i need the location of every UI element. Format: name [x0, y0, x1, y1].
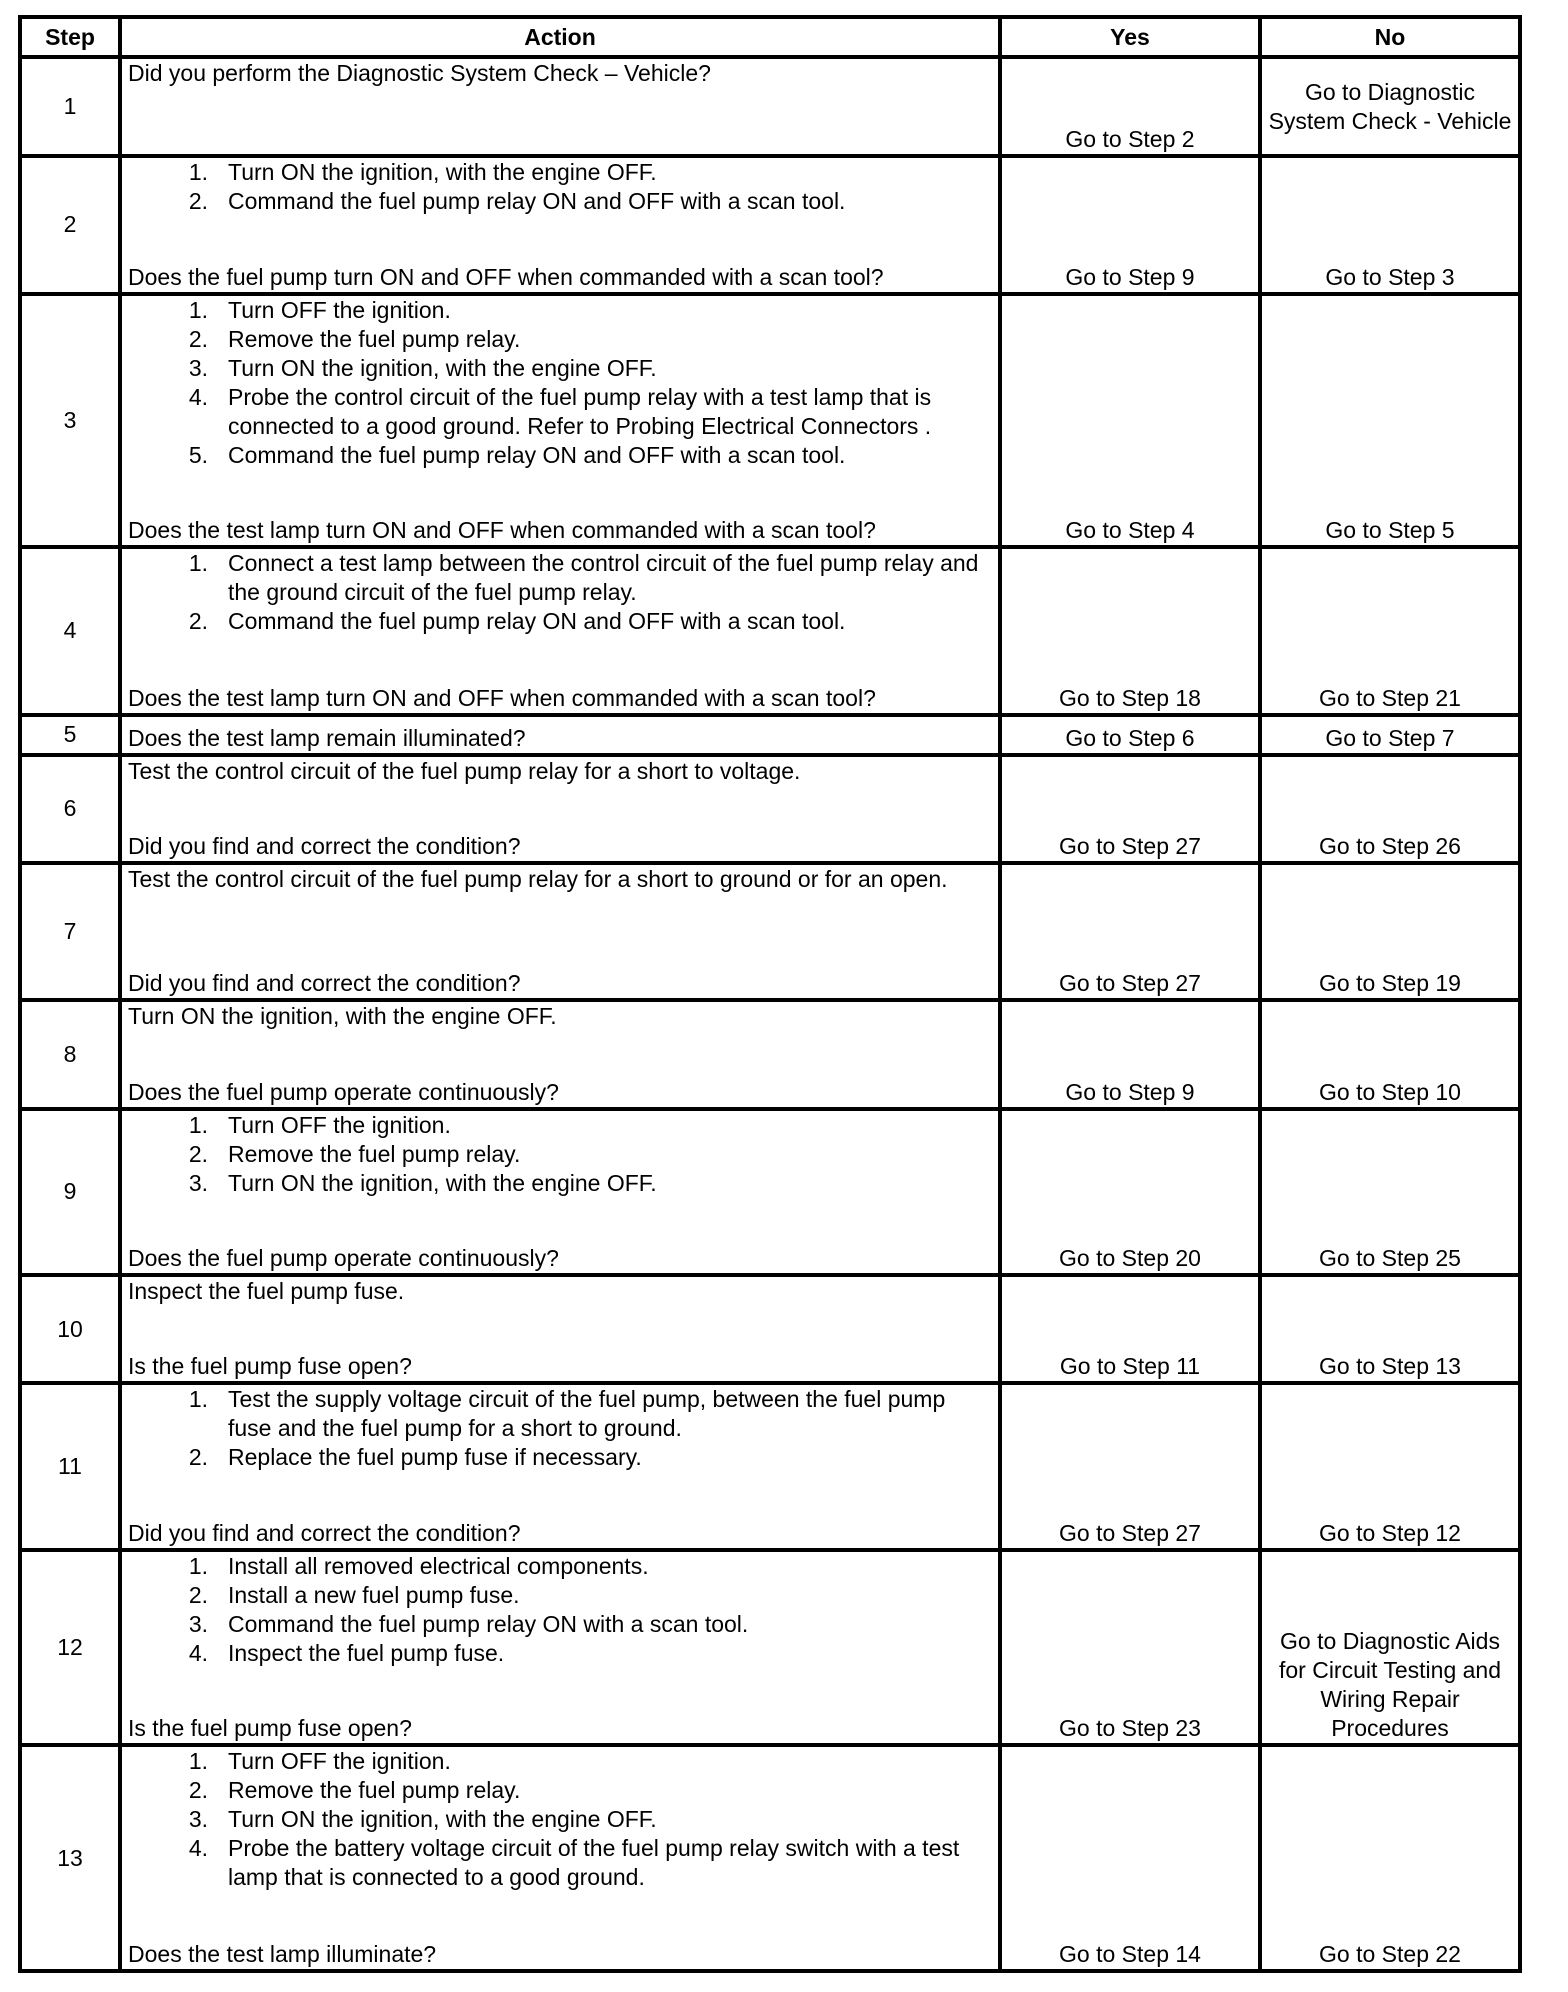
- no-cell: Go to Step 12: [1260, 1383, 1520, 1549]
- step-number: 10: [20, 1275, 120, 1383]
- question-text: Did you find and correct the condition?: [128, 970, 521, 997]
- table-row: [20, 1383, 1520, 1549]
- action-instructions: [128, 59, 992, 88]
- instruction-text: Install all removed electrical components.: [228, 1552, 649, 1579]
- action-cell: [120, 755, 1000, 863]
- action-cell: [120, 715, 1000, 755]
- step-number: 9: [20, 1109, 120, 1275]
- action-content: [128, 1385, 992, 1547]
- instruction-item: [128, 1834, 992, 1892]
- instruction-number: 1.: [188, 1552, 208, 1579]
- question-text: Does the test lamp remain illuminated?: [128, 724, 526, 751]
- instruction-number: 2.: [188, 188, 208, 215]
- instruction-text: Inspect the fuel pump fuse.: [228, 1639, 505, 1666]
- instruction-text: Turn OFF the ignition.: [228, 1111, 451, 1138]
- action-content: [128, 549, 992, 712]
- table-body: [20, 57, 1520, 1971]
- step-number: 6: [20, 755, 120, 863]
- action-content: [128, 1277, 992, 1381]
- action-instructions: [128, 865, 992, 894]
- instruction-list: [128, 296, 992, 470]
- no-cell: Go to Diagnostic Aids for Circuit Testing and Wiring Repair Procedures: [1260, 1550, 1520, 1746]
- action-content: [128, 1111, 992, 1273]
- instruction-item: [128, 354, 992, 383]
- instruction-item: [128, 1111, 992, 1140]
- question-text: Does the fuel pump turn ON and OFF when commanded with a scan tool?: [128, 263, 884, 290]
- instruction-number: 2.: [188, 325, 208, 352]
- instruction-text: Remove the fuel pump relay.: [228, 1777, 521, 1804]
- yes-cell: Go to Step 14: [1000, 1745, 1260, 1971]
- yes-cell: Go to Step 9: [1000, 1000, 1260, 1108]
- question-text: Did you find and correct the condition?: [128, 1519, 521, 1546]
- header-row: [20, 17, 1520, 57]
- yes-cell: Go to Step 2: [1000, 57, 1260, 156]
- instruction-number: 1.: [188, 1748, 208, 1775]
- instruction-item: [128, 607, 992, 636]
- instruction-text: Turn OFF the ignition.: [228, 1748, 451, 1775]
- instruction-number: 2.: [188, 608, 208, 635]
- yes-cell: Go to Step 18: [1000, 547, 1260, 714]
- instruction-item: [128, 1169, 992, 1198]
- action-instructions: [128, 757, 992, 786]
- table-row: [20, 1109, 1520, 1275]
- instruction-text: Test the control circuit of the fuel pump relay for a short to voltage.: [128, 757, 801, 784]
- instruction-text: Install a new fuel pump fuse.: [228, 1581, 520, 1608]
- action-instructions: [128, 1111, 992, 1198]
- action-instructions: [128, 1277, 992, 1306]
- instruction-number: 3.: [188, 1610, 208, 1637]
- table-row: [20, 1745, 1520, 1971]
- instruction-number: 5.: [188, 441, 208, 468]
- instruction-number: 1.: [188, 1111, 208, 1138]
- question-text: Is the fuel pump fuse open?: [128, 1353, 412, 1380]
- instruction-text: Test the control circuit of the fuel pump relay for a short to ground or for an open.: [128, 866, 948, 893]
- question-text: Does the test lamp turn ON and OFF when commanded with a scan tool?: [128, 517, 876, 544]
- action-content: [128, 1552, 992, 1744]
- table-row: [20, 156, 1520, 293]
- instruction-number: 1.: [188, 1386, 208, 1413]
- yes-cell: Go to Step 23: [1000, 1550, 1260, 1746]
- no-cell: Go to Step 26: [1260, 755, 1520, 863]
- no-cell: Go to Step 3: [1260, 156, 1520, 293]
- instruction-number: 3.: [188, 1806, 208, 1833]
- instruction-text: Remove the fuel pump relay.: [228, 1140, 521, 1167]
- yes-cell: Go to Step 27: [1000, 1383, 1260, 1549]
- yes-cell: Go to Step 27: [1000, 863, 1260, 1000]
- instruction-number: 1.: [188, 159, 208, 186]
- header-yes: Yes: [1000, 17, 1260, 57]
- instruction-item: [128, 158, 992, 187]
- action-content: [128, 865, 992, 998]
- yes-cell: Go to Step 6: [1000, 715, 1260, 755]
- action-cell: [120, 156, 1000, 293]
- diagnostic-table: [18, 15, 1522, 1973]
- instruction-text: Remove the fuel pump relay.: [228, 325, 521, 352]
- table-row: [20, 863, 1520, 1000]
- table-row: [20, 57, 1520, 156]
- instruction-list: [128, 1385, 992, 1472]
- no-cell: Go to Step 19: [1260, 863, 1520, 1000]
- no-cell: Go to Step 10: [1260, 1000, 1520, 1108]
- header-action: Action: [120, 17, 1000, 57]
- step-number: 3: [20, 294, 120, 548]
- table-row: [20, 755, 1520, 863]
- action-content: [128, 158, 992, 291]
- instruction-item: [128, 441, 992, 470]
- table-row: [20, 294, 1520, 548]
- step-number: 1: [20, 57, 120, 156]
- instruction-list: [128, 1111, 992, 1198]
- question-text: Is the fuel pump fuse open?: [128, 1715, 412, 1742]
- instruction-list: [128, 549, 992, 636]
- no-cell: Go to Step 7: [1260, 715, 1520, 755]
- instruction-number: 2.: [188, 1140, 208, 1167]
- table-row: [20, 1000, 1520, 1108]
- no-cell: Go to Step 22: [1260, 1745, 1520, 1971]
- yes-cell: Go to Step 11: [1000, 1275, 1260, 1383]
- instruction-item: [128, 1385, 992, 1443]
- instruction-item: [128, 1776, 992, 1805]
- instruction-number: 4.: [188, 1639, 208, 1666]
- table-row: [20, 547, 1520, 714]
- action-instructions: [128, 1385, 992, 1472]
- instruction-text: Turn ON the ignition, with the engine OFF.: [128, 1003, 557, 1030]
- action-cell: [120, 1109, 1000, 1275]
- action-cell: [120, 863, 1000, 1000]
- action-instructions: [128, 1552, 992, 1668]
- instruction-text: Turn ON the ignition, with the engine OFF.: [228, 1806, 657, 1833]
- action-content: [128, 296, 992, 546]
- action-content: [128, 757, 992, 861]
- step-number: 2: [20, 156, 120, 293]
- instruction-text: Turn ON the ignition, with the engine OFF.: [228, 354, 657, 381]
- instruction-item: [128, 1805, 992, 1834]
- instruction-item: [128, 1639, 992, 1668]
- action-cell: [120, 1275, 1000, 1383]
- instruction-list: [128, 158, 992, 216]
- no-cell: Go to Step 13: [1260, 1275, 1520, 1383]
- instruction-item: [128, 1552, 992, 1581]
- instruction-text: Replace the fuel pump fuse if necessary.: [228, 1444, 642, 1471]
- instruction-number: 4.: [188, 1835, 208, 1862]
- action-cell: [120, 294, 1000, 548]
- table-row: [20, 1550, 1520, 1746]
- action-content: [128, 1002, 992, 1106]
- instruction-list: [128, 1552, 992, 1668]
- instruction-number: 3.: [188, 1169, 208, 1196]
- instruction-item: [128, 1747, 992, 1776]
- instruction-text: Connect a test lamp between the control circuit of the fuel pump relay and the ground circuit of the fuel pump relay.: [228, 550, 979, 606]
- instruction-text: Did you perform the Diagnostic System Check – Vehicle?: [128, 60, 711, 86]
- action-cell: [120, 1000, 1000, 1108]
- instruction-text: Turn ON the ignition, with the engine OFF.: [228, 159, 657, 186]
- instruction-number: 1.: [188, 296, 208, 323]
- question-text: Does the test lamp illuminate?: [128, 1941, 437, 1967]
- action-content: [128, 717, 992, 753]
- instruction-item: [128, 549, 992, 607]
- instruction-text: Test the supply voltage circuit of the fuel pump, between the fuel pump fuse and the fuel pump for a short to ground.: [228, 1386, 946, 1442]
- instruction-item: [128, 1140, 992, 1169]
- header-step: Step: [20, 17, 120, 57]
- instruction-text: Probe the battery voltage circuit of the fuel pump relay switch with a test lamp that is connected to a good ground.: [228, 1835, 960, 1891]
- action-content: [128, 59, 992, 154]
- step-number: 12: [20, 1550, 120, 1746]
- instruction-item: [128, 1443, 992, 1472]
- instruction-text: Turn ON the ignition, with the engine OFF.: [228, 1169, 657, 1196]
- question-text: Does the fuel pump operate continuously?: [128, 1078, 559, 1105]
- table-row: [20, 715, 1520, 755]
- instruction-text: Command the fuel pump relay ON and OFF with a scan tool.: [228, 608, 846, 635]
- instruction-item: [128, 1581, 992, 1610]
- action-cell: [120, 1383, 1000, 1549]
- no-cell: Go to Step 21: [1260, 547, 1520, 714]
- action-instructions: [128, 1002, 992, 1031]
- instruction-item: [128, 296, 992, 325]
- no-cell: Go to Diagnostic System Check - Vehicle: [1260, 57, 1520, 156]
- no-cell: Go to Step 5: [1260, 294, 1520, 548]
- instruction-number: 4.: [188, 383, 208, 410]
- no-cell: Go to Step 25: [1260, 1109, 1520, 1275]
- table-row: [20, 1275, 1520, 1383]
- instruction-text: Command the fuel pump relay ON and OFF with a scan tool.: [228, 188, 846, 215]
- instruction-text: Command the fuel pump relay ON with a scan tool.: [228, 1610, 749, 1637]
- action-instructions: [128, 549, 992, 636]
- action-content: [128, 1747, 992, 1969]
- yes-cell: Go to Step 9: [1000, 156, 1260, 293]
- instruction-text: Turn OFF the ignition.: [228, 296, 451, 323]
- question-text: Does the fuel pump operate continuously?: [128, 1245, 559, 1272]
- instruction-number: 1.: [188, 550, 208, 577]
- yes-cell: Go to Step 20: [1000, 1109, 1260, 1275]
- action-cell: [120, 547, 1000, 714]
- instruction-list: [128, 1747, 992, 1892]
- instruction-number: 3.: [188, 354, 208, 381]
- action-instructions: [128, 158, 992, 216]
- question-text: Does the test lamp turn ON and OFF when commanded with a scan tool?: [128, 684, 876, 711]
- step-number: 11: [20, 1383, 120, 1549]
- instruction-item: [128, 383, 992, 441]
- instruction-text: Command the fuel pump relay ON and OFF with a scan tool.: [228, 441, 846, 468]
- yes-cell: Go to Step 27: [1000, 755, 1260, 863]
- action-cell: [120, 1550, 1000, 1746]
- step-number: 8: [20, 1000, 120, 1108]
- question-text: Did you find and correct the condition?: [128, 833, 521, 860]
- action-instructions: [128, 1747, 992, 1892]
- action-cell: [120, 1745, 1000, 1971]
- header-no: No: [1260, 17, 1520, 57]
- instruction-number: 2.: [188, 1777, 208, 1804]
- instruction-item: [128, 187, 992, 216]
- yes-cell: Go to Step 4: [1000, 294, 1260, 548]
- action-instructions: [128, 296, 992, 470]
- step-number: 7: [20, 863, 120, 1000]
- instruction-item: [128, 325, 992, 354]
- step-number: 5: [20, 715, 120, 755]
- step-number: 13: [20, 1745, 120, 1971]
- instruction-text: Probe the control circuit of the fuel pump relay with a test lamp that is connected to a good ground. Refer to Probing Electrical Connectors .: [228, 383, 932, 439]
- instruction-text: Inspect the fuel pump fuse.: [128, 1278, 405, 1305]
- instruction-number: 2.: [188, 1581, 208, 1608]
- instruction-number: 2.: [188, 1444, 208, 1471]
- instruction-item: [128, 1610, 992, 1639]
- step-number: 4: [20, 547, 120, 714]
- action-cell: [120, 57, 1000, 156]
